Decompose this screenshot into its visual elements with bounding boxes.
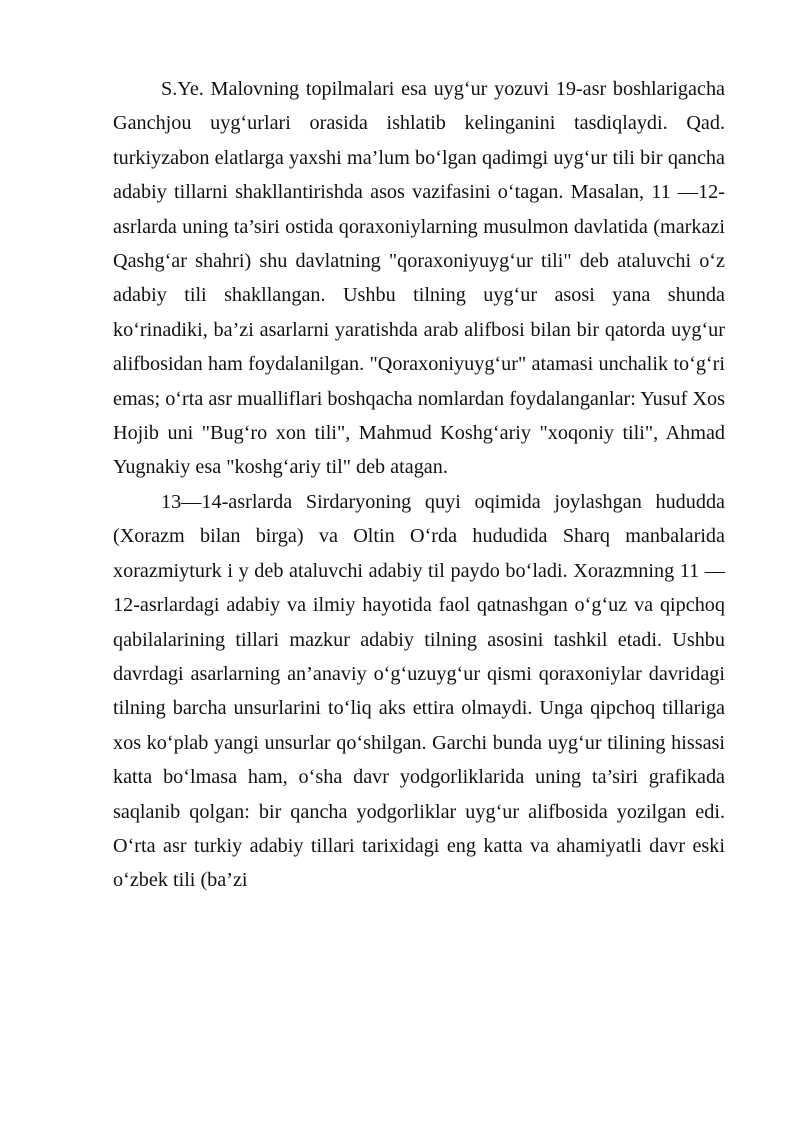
paragraph-2: 13—14-asrlarda Sirdaryoning quyi oqimida joylashgan hududda (Xorazm bilan birga) va Oltin O‘rda hududida Sharq manbalarida xorazmiyturk i y deb ataluvchi adabiy til paydo bo‘ladi. Xorazmning 11 —12-asrlardagi adabiy va ilmiy hayotida faol qatnashgan o‘g‘uz va qipchoq qabilalarining tillari mazkur adabiy tilning asosini tashkil etadi. Ushbu davrdagi asarlarning an’anaviy o‘g‘uzuyg‘ur qismi qoraxoniylar davridagi tilning barcha unsurlarini to‘liq aks ettira olmaydi. Unga qipchoq tillariga xos ko‘plab yangi unsurlar qo‘shilgan. Garchi bunda uyg‘ur tilining hissasi katta bo‘lmasa ham, o‘sha davr yodgorliklarida uning ta’siri grafikada saqlanib qolgan: bir qancha yodgorliklar uyg‘ur alifbosida yozilgan edi. O‘rta asr turkiy adabiy tillari tarixidagi eng katta va ahamiyatli davr eski o‘zbek tili (ba’zi xyxy=(113,490,725,892)
paragraph-1: S.Ye. Malovning topilmalari esa uyg‘ur yozuvi 19-asr boshlarigacha Ganchjou uyg‘urlari orasida ishlatib kelinganini tasdiqlaydi. Qad. turkiyzabon elatlarga yaxshi ma’lum bo‘lgan qadimgi uyg‘ur tili bir qancha adabiy tillarni shakllantirishda asos vazifasini o‘tagan. Masalan, 11 —12-asrlarda uning ta’siri ostida qoraxoniylarning musulmon davlatida (markazi Qashg‘ar shahri) shu davlatning "qoraxoniyuyg‘ur tili" deb ataluvchi o‘z adabiy tili shakllangan. Ushbu tilning uyg‘ur asosi yana shunda ko‘rinadiki, ba’zi asarlarni yaratishda arab alifbosi bilan bir qatorda uyg‘ur alifbosidan ham foydalanilgan. "Qoraxoniyuyg‘ur" atamasi unchalik to‘g‘ri emas; o‘rta asr mualliflari boshqacha nomlardan foydalanganlar: Yusuf Xos Hojib uni "Bug‘ro xon tili", Mahmud Koshg‘ariy "xoqoniy tili", Ahmad Yugnakiy esa "koshg‘ariy til" deb atagan. xyxy=(113,78,725,479)
body-text xyxy=(113,72,725,898)
